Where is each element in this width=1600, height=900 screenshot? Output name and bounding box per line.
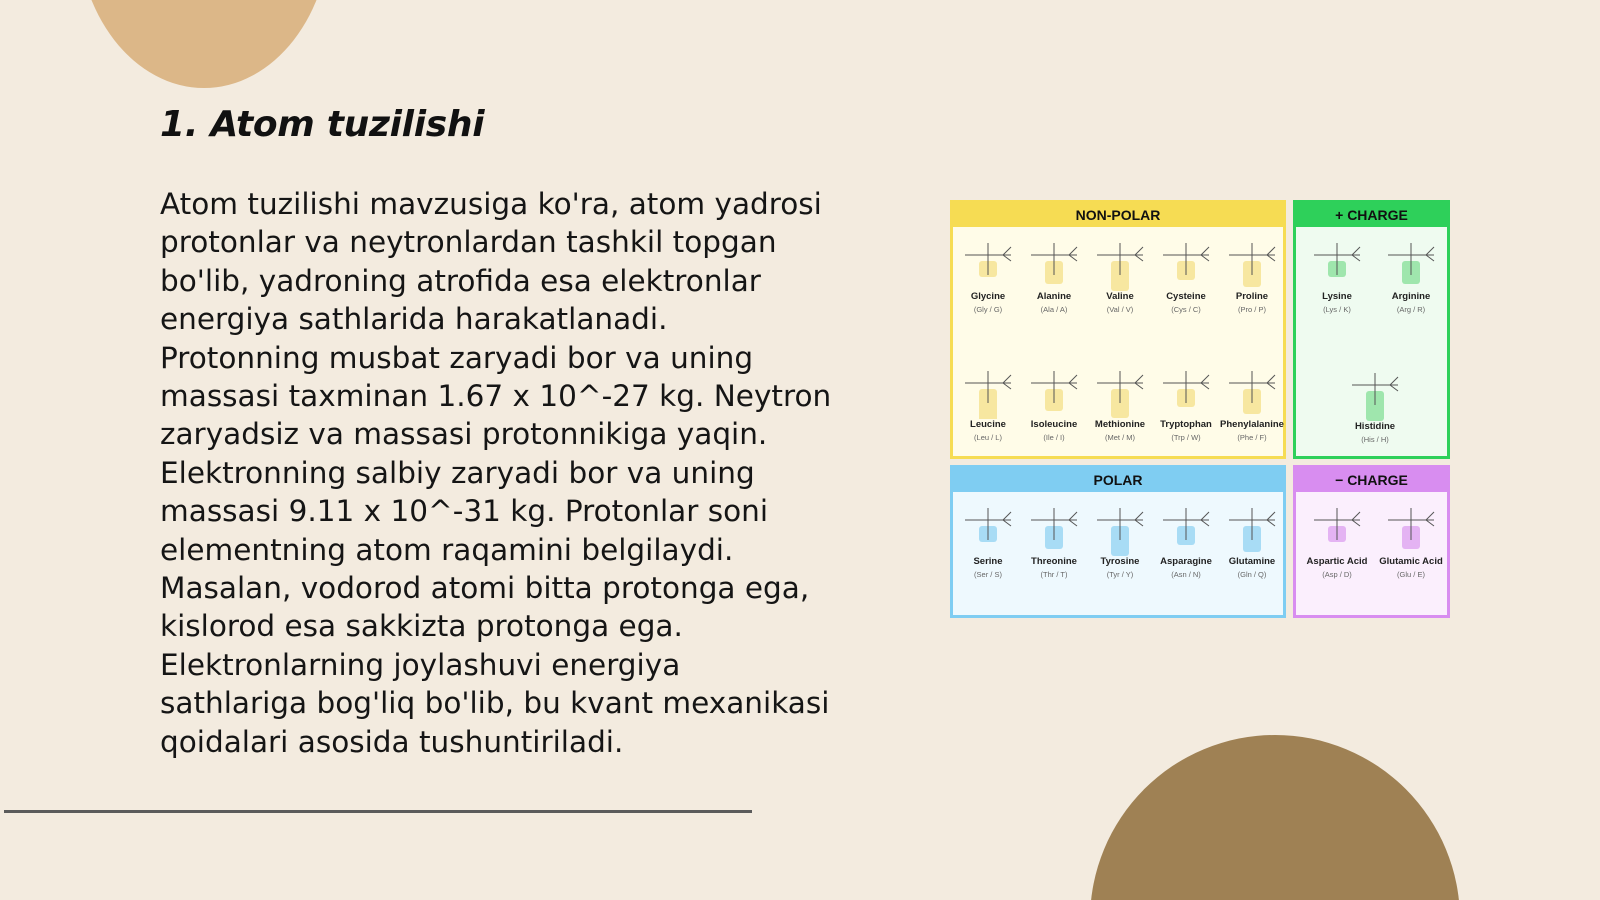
- slide-body-text: [160, 185, 850, 761]
- amino-acid-code: (Asn / N): [1171, 570, 1201, 579]
- amino-acid-chart: [950, 200, 1450, 618]
- molecule-structure-icon: [1019, 361, 1089, 419]
- amino-acid-serine: [953, 498, 1023, 579]
- slide-title: 1. Atom tuzilishi: [160, 104, 485, 145]
- body-line: massasi 9.11 x 10^-31 kg. Protonlar soni: [160, 494, 769, 529]
- decorative-circle-bottom: [1090, 735, 1460, 900]
- negative-charge-header: − CHARGE: [1296, 468, 1447, 492]
- amino-acid-name: Arginine: [1391, 291, 1431, 302]
- amino-acid-code: (Leu / L): [974, 433, 1002, 442]
- amino-acid-code: (Ser / S): [974, 570, 1002, 579]
- molecule-structure-icon: [1302, 233, 1372, 291]
- amino-acid-glutamine: [1217, 498, 1287, 579]
- amino-acid-name: Alanine: [1036, 291, 1072, 302]
- molecule-structure-icon: [1085, 233, 1155, 291]
- amino-acid-valine: [1085, 233, 1155, 314]
- amino-acid-code: (Cys / C): [1171, 305, 1201, 314]
- body-line: massasi taxminan 1.67 x 10^-27 kg. Neytron: [160, 379, 832, 414]
- nonpolar-panel: [950, 200, 1286, 459]
- amino-acid-name: Threonine: [1031, 556, 1077, 567]
- positive-charge-header: + CHARGE: [1296, 203, 1447, 227]
- amino-acid-code: (Lys / K): [1323, 305, 1351, 314]
- amino-acid-alanine: [1019, 233, 1089, 314]
- molecule-structure-icon: [953, 498, 1023, 556]
- amino-acid-leucine: [953, 361, 1023, 442]
- molecule-structure-icon: [1217, 233, 1287, 291]
- amino-acid-histidine: [1340, 363, 1410, 444]
- amino-acid-code: (Asp / D): [1322, 570, 1352, 579]
- amino-acid-code: (Arg / R): [1396, 305, 1426, 314]
- polar-panel: [950, 465, 1286, 618]
- amino-acid-tryptophan: [1151, 361, 1221, 442]
- amino-acid-phenylalanine: [1217, 361, 1287, 442]
- amino-acid-name: Isoleucine: [1030, 419, 1078, 430]
- body-line: kislorod esa sakkizta protonga ega.: [160, 609, 683, 644]
- amino-acid-glycine: [953, 233, 1023, 314]
- polar-header: POLAR: [953, 468, 1283, 492]
- body-line: Masalan, vodorod atomi bitta protonga ega,: [160, 571, 810, 606]
- amino-acid-name: Histidine: [1354, 421, 1396, 432]
- molecule-structure-icon: [1302, 498, 1372, 556]
- molecule-structure-icon: [1151, 361, 1221, 419]
- amino-acid-code: (Phe / F): [1237, 433, 1267, 442]
- body-line: energiya sathlarida harakatlanadi.: [160, 302, 668, 337]
- molecule-structure-icon: [1085, 361, 1155, 419]
- amino-acid-code: (Gln / Q): [1237, 570, 1267, 579]
- positive-charge-panel: [1293, 200, 1450, 459]
- amino-acid-code: (Ala / A): [1040, 305, 1068, 314]
- body-line: Elektronlarning joylashuvi energiya: [160, 647, 681, 682]
- amino-acid-proline: [1217, 233, 1287, 314]
- molecule-structure-icon: [1376, 498, 1446, 556]
- body-line: Elektronning salbiy zaryadi bor va uning: [160, 455, 755, 490]
- amino-acid-code: (Thr / T): [1040, 570, 1068, 579]
- amino-acid-code: (Trp / W): [1171, 433, 1201, 442]
- amino-acid-asparagine: [1151, 498, 1221, 579]
- molecule-structure-icon: [953, 361, 1023, 419]
- amino-acid-name: Cysteine: [1166, 291, 1206, 302]
- body-line: bo'lib, yadroning atrofida esa elektronlar: [160, 263, 761, 298]
- amino-acid-name: Serine: [973, 556, 1003, 567]
- nonpolar-header: NON-POLAR: [953, 203, 1283, 227]
- body-line: zaryadsiz va massasi protonnikiga yaqin.: [160, 417, 768, 452]
- molecule-structure-icon: [1217, 498, 1287, 556]
- amino-acid-lysine: [1302, 233, 1372, 314]
- amino-acid-name: Asparagine: [1160, 556, 1212, 567]
- amino-acid-name: Valine: [1106, 291, 1134, 302]
- molecule-structure-icon: [1151, 498, 1221, 556]
- molecule-structure-icon: [1376, 233, 1446, 291]
- molecule-structure-icon: [1217, 361, 1287, 419]
- amino-acid-code: (His / H): [1361, 435, 1389, 444]
- amino-acid-name: Leucine: [970, 419, 1006, 430]
- amino-acid-arginine: [1376, 233, 1446, 314]
- body-line: Protonning musbat zaryadi bor va uning: [160, 340, 754, 375]
- amino-acid-name: Glycine: [970, 291, 1006, 302]
- body-line: elementning atom raqamini belgilaydi.: [160, 532, 734, 567]
- amino-acid-cysteine: [1151, 233, 1221, 314]
- body-line: protonlar va neytronlardan tashkil topgan: [160, 225, 777, 260]
- amino-acid-code: (Glu / E): [1397, 570, 1425, 579]
- molecule-structure-icon: [953, 233, 1023, 291]
- amino-acid-name: Glutamine: [1228, 556, 1276, 567]
- divider-line: [4, 810, 752, 813]
- amino-acid-name: Lysine: [1322, 291, 1352, 302]
- amino-acid-name: Methionine: [1094, 419, 1146, 430]
- amino-acid-methionine: [1085, 361, 1155, 442]
- amino-acid-name: Proline: [1235, 291, 1269, 302]
- amino-acid-code: (Tyr / Y): [1106, 570, 1134, 579]
- amino-acid-code: (Ile / I): [1043, 433, 1065, 442]
- molecule-structure-icon: [1085, 498, 1155, 556]
- molecule-structure-icon: [1340, 363, 1410, 421]
- body-line: Atom tuzilishi mavzusiga ko'ra, atom yadrosi: [160, 187, 822, 221]
- molecule-structure-icon: [1151, 233, 1221, 291]
- amino-acid-aspartic-acid: [1302, 498, 1372, 579]
- amino-acid-name: Tyrosine: [1100, 556, 1140, 567]
- amino-acid-name: Tryptophan: [1160, 419, 1212, 430]
- amino-acid-code: (Gly / G): [973, 305, 1003, 314]
- negative-charge-panel: [1293, 465, 1450, 618]
- amino-acid-threonine: [1019, 498, 1089, 579]
- amino-acid-isoleucine: [1019, 361, 1089, 442]
- body-line: sathlariga bog'liq bo'lib, bu kvant mexanikasi: [160, 686, 830, 721]
- amino-acid-name: Aspartic Acid: [1306, 556, 1368, 567]
- molecule-structure-icon: [1019, 233, 1089, 291]
- amino-acid-glutamic-acid: [1376, 498, 1446, 579]
- amino-acid-name: Phenylalanine: [1220, 419, 1284, 430]
- amino-acid-code: (Pro / P): [1238, 305, 1266, 314]
- amino-acid-code: (Val / V): [1106, 305, 1134, 314]
- decorative-circle-top: [77, 0, 331, 88]
- amino-acid-tyrosine: [1085, 498, 1155, 579]
- molecule-structure-icon: [1019, 498, 1089, 556]
- body-line: qoidalari asosida tushuntiriladi.: [160, 724, 624, 759]
- amino-acid-name: Glutamic Acid: [1379, 556, 1443, 567]
- amino-acid-code: (Met / M): [1105, 433, 1135, 442]
